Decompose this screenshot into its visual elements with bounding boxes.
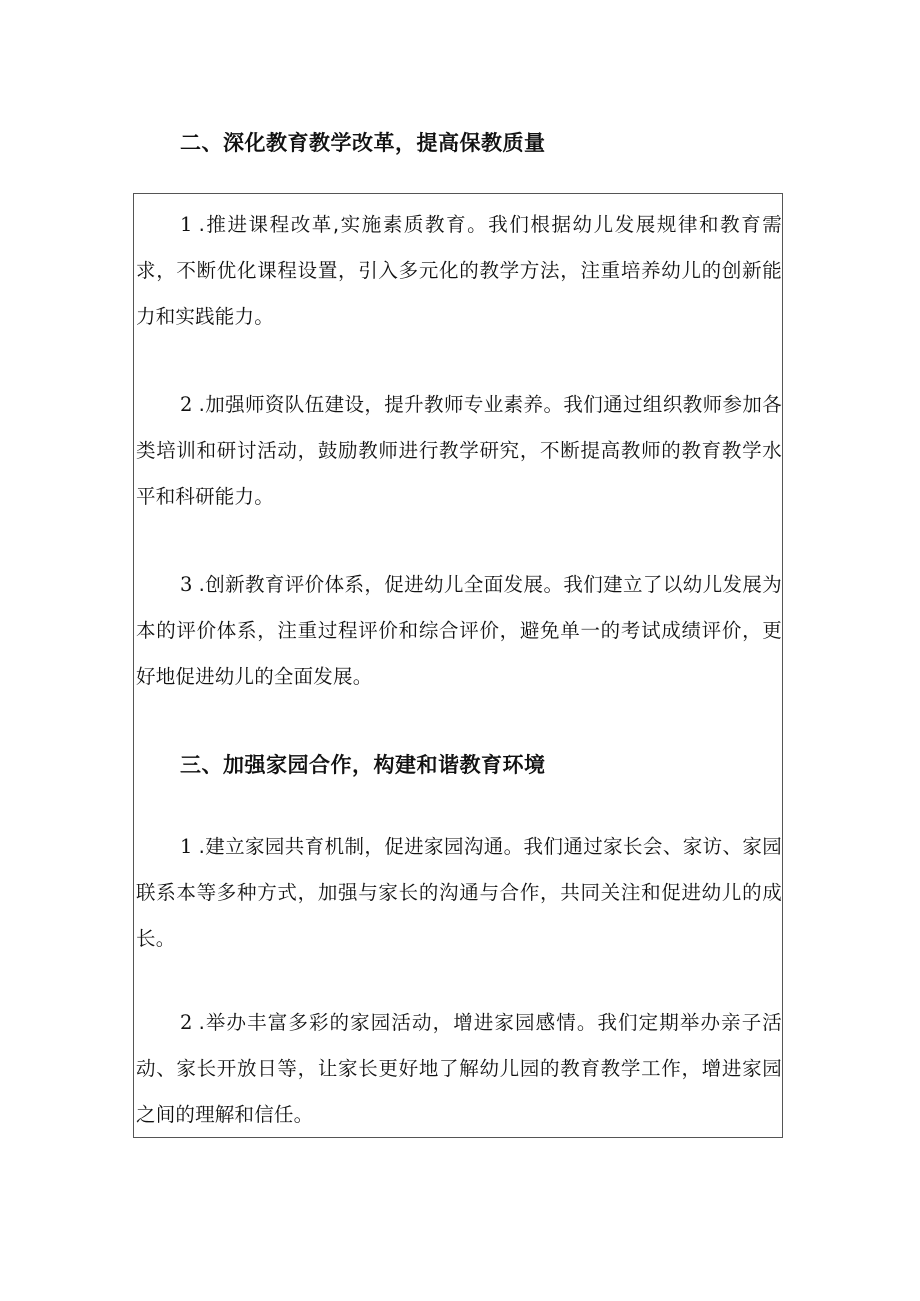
section-2-item-3 xyxy=(136,562,782,700)
section-2-item-1 xyxy=(136,202,782,340)
section-2-item-2 xyxy=(136,382,782,520)
item-text: .加强师资队伍建设，提升教师专业素养。我们通过组织教师参加各类培训和研讨活动，鼓励教师进行教学研究，不断提高教师的教育教学水平和科研能力。 xyxy=(136,393,782,508)
section-3-heading: 三、加强家园合作，构建和谐教育环境 xyxy=(180,753,546,777)
item-number: 2 xyxy=(180,393,193,416)
item-text: .创新教育评价体系，促进幼儿全面发展。我们建立了以幼儿发展为本的评价体系，注重过程评价和综合评价，避免单一的考试成绩评价，更好地促进幼儿的全面发展。 xyxy=(136,573,782,688)
item-text: .举办丰富多彩的家园活动，增进家园感情。我们定期举办亲子活动、家长开放日等，让家长更好地了解幼儿园的教育教学工作，增进家园之间的理解和信任。 xyxy=(136,1011,782,1126)
item-number: 1 xyxy=(180,213,193,236)
item-text: .推进课程改革,实施素质教育。我们根据幼儿发展规律和教育需求，不断优化课程设置，引入多元化的教学方法，注重培养幼儿的创新能力和实践能力。 xyxy=(136,213,782,328)
section-3-item-2 xyxy=(136,1000,782,1138)
item-number: 1 xyxy=(180,835,193,858)
item-text: .建立家园共育机制，促进家园沟通。我们通过家长会、家访、家园联系本等多种方式，加强与家长的沟通与合作，共同关注和促进幼儿的成长。 xyxy=(136,835,782,950)
content-box xyxy=(133,193,783,1138)
section-3-item-1 xyxy=(136,824,782,962)
item-number: 3 xyxy=(180,573,193,596)
section-2-heading: 二、深化教育教学改革，提高保教质量 xyxy=(180,131,546,155)
item-number: 2 xyxy=(180,1011,193,1034)
